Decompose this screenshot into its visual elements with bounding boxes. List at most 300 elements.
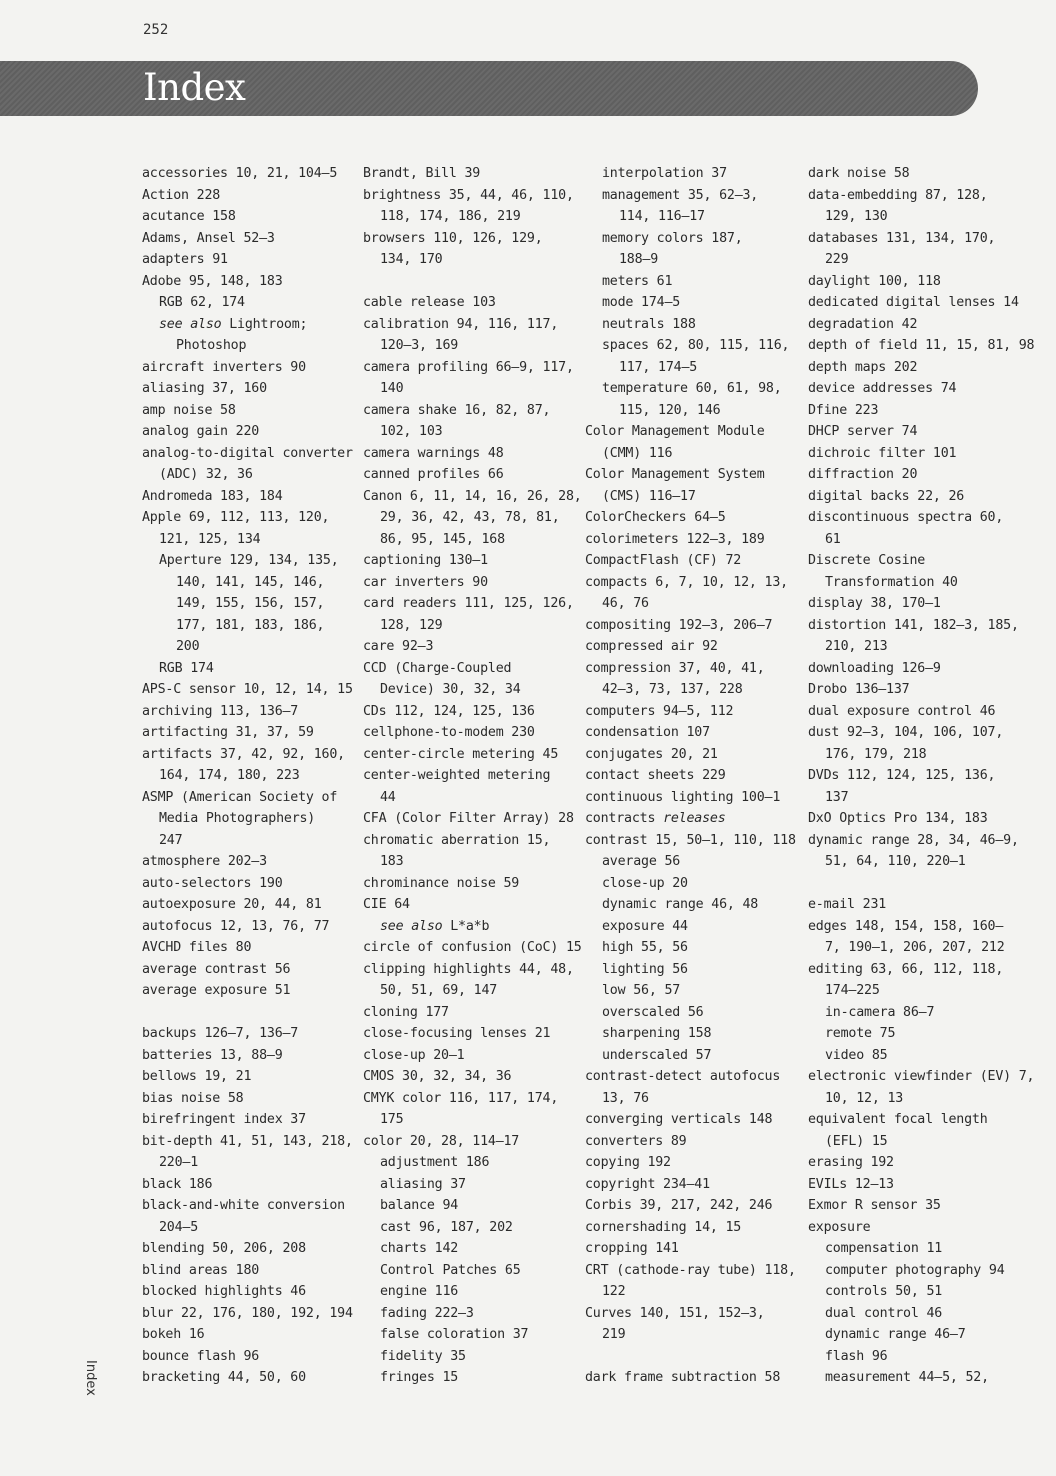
index-subentry	[363, 335, 582, 357]
index-entry-text: CIE 64	[363, 897, 410, 912]
index-entry-text: analog-to-digital converter	[142, 445, 353, 461]
index-entry-text: card readers 111, 125, 126,	[363, 596, 574, 611]
index-entry-text: in-camera 86–7	[825, 1004, 935, 1020]
index-entry	[808, 335, 1034, 357]
index-entry-text: atmosphere 202–3	[142, 854, 267, 869]
index-subentry	[363, 1109, 582, 1131]
index-subentry	[808, 1260, 1034, 1282]
index-subentry	[808, 1367, 1034, 1389]
index-entry-text: black 186	[142, 1176, 213, 1192]
index-entry-text: underscaled 57	[602, 1047, 712, 1063]
index-subentry	[808, 1303, 1034, 1325]
index-entry-text: archiving 113, 136–7	[142, 703, 299, 719]
index-entry	[585, 1303, 796, 1325]
index-entry	[363, 486, 582, 508]
index-entry-text: 174–225	[825, 983, 880, 998]
index-entry-text: Lightroom;	[229, 316, 308, 332]
index-entry-text: erasing 192	[808, 1155, 894, 1170]
index-entry	[585, 636, 796, 658]
index-entry	[142, 744, 353, 766]
index-subentry	[808, 1088, 1034, 1110]
index-entry	[142, 1303, 353, 1325]
index-entry	[585, 1260, 796, 1282]
index-entry-text: captioning 130–1	[363, 553, 488, 568]
index-entry	[808, 1217, 1034, 1239]
index-entry-text: degradation 42	[808, 316, 918, 332]
index-entry-text: 117, 174–5	[619, 359, 698, 375]
index-subentry	[585, 593, 796, 615]
index-subentry	[585, 937, 796, 959]
index-subentry	[585, 314, 796, 336]
index-entry	[808, 1066, 1034, 1088]
index-entry-text: close-up 20	[602, 875, 688, 891]
index-entry-text: exposure	[808, 1219, 871, 1235]
index-entry-text: 114, 116–17	[619, 209, 705, 224]
index-entry-text: 10, 12, 13	[825, 1090, 904, 1106]
index-subentry	[585, 679, 796, 701]
index-gap	[808, 873, 1034, 895]
index-entry	[808, 722, 1034, 744]
index-entry-text: high 55, 56	[602, 940, 688, 955]
index-entry	[585, 1109, 796, 1131]
index-entry-text: aircraft inverters 90	[142, 359, 306, 375]
index-entry-text: dark frame subtraction 58	[585, 1370, 781, 1385]
index-entry-text: blur 22, 176, 180, 192, 194	[142, 1305, 353, 1321]
index-entry-text: downloading 126–9	[808, 660, 941, 676]
index-subentry	[808, 1023, 1034, 1045]
index-entry-text: Drobo 136–137	[808, 682, 910, 697]
index-gap	[363, 271, 582, 293]
index-entry	[363, 1023, 582, 1045]
index-entry	[808, 507, 1034, 529]
index-entry	[142, 1281, 353, 1303]
index-subentry	[585, 851, 796, 873]
index-subentry	[808, 249, 1034, 271]
index-entry-text: cable release 103	[363, 295, 496, 310]
index-entry-text: dedicated digital lenses 14	[808, 295, 1019, 310]
index-entry-text: bellows 19, 21	[142, 1069, 252, 1084]
index-entry	[808, 894, 1034, 916]
index-entry-text: Control Patches 65	[380, 1262, 521, 1278]
index-entry-text: converters 89	[585, 1133, 687, 1149]
index-entry-text: Adobe 95, 148, 183	[142, 273, 283, 289]
index-entry-text: device addresses 74	[808, 381, 957, 396]
index-entry	[142, 249, 353, 271]
index-entry	[142, 443, 353, 465]
index-entry	[808, 701, 1034, 723]
index-entry-text: compensation 11	[825, 1241, 943, 1256]
index-entry	[142, 722, 353, 744]
index-entry-text: center-circle metering 45	[363, 746, 559, 762]
index-subentry	[363, 421, 582, 443]
index-subentry	[142, 572, 353, 594]
index-entry-text: 102, 103	[380, 424, 443, 439]
index-entry	[142, 507, 353, 529]
index-entry-text: Corbis 39, 217, 242, 246	[585, 1198, 773, 1213]
index-entry-text: dust 92–3, 104, 106, 107,	[808, 725, 1004, 740]
index-entry-text: 188–9	[619, 252, 659, 267]
index-entry-text: depth of field 11, 15, 81, 98	[808, 338, 1035, 353]
index-subentry	[363, 1281, 582, 1303]
index-subentry	[363, 679, 582, 701]
index-entry-text: memory colors 187,	[602, 230, 743, 246]
index-entry	[142, 1324, 353, 1346]
index-subentry	[585, 1324, 796, 1346]
index-subentry	[585, 1045, 796, 1067]
index-entry-text: lighting 56	[602, 961, 688, 977]
index-entry-text: RGB 174	[159, 660, 214, 676]
index-entry-text: computer photography 94	[825, 1262, 1005, 1278]
index-subentry	[363, 1238, 582, 1260]
index-entry-text: CCD (Charge-Coupled	[363, 660, 512, 676]
index-subentry	[363, 1174, 582, 1196]
index-subentry	[808, 1238, 1034, 1260]
index-entry-text: temperature 60, 61, 98,	[602, 381, 782, 396]
index-entry-text: bracketing 44, 50, 60	[142, 1370, 306, 1385]
index-entry	[142, 916, 353, 938]
index-entry	[808, 830, 1034, 852]
index-entry-text: color 20, 28, 114–17	[363, 1133, 520, 1149]
index-entry-text: databases 131, 134, 170,	[808, 230, 996, 246]
index-entry-text: computers 94–5, 112	[585, 703, 734, 719]
index-entry	[142, 486, 353, 508]
index-entry-text: releases	[663, 811, 726, 826]
index-subentry	[142, 765, 353, 787]
index-entry	[363, 292, 582, 314]
index-entry-text: video 85	[825, 1047, 888, 1063]
index-entry-text: adapters 91	[142, 252, 228, 267]
index-entry-text: 219	[602, 1327, 626, 1342]
index-subentry	[142, 808, 353, 830]
index-entry	[142, 937, 353, 959]
index-entry-text: Andromeda 183, 184	[142, 488, 283, 504]
index-entry-text: brightness 35, 44, 46, 110,	[363, 187, 574, 203]
index-entry	[363, 937, 582, 959]
index-subentry	[808, 1002, 1034, 1024]
index-cross-reference-prefix: see also	[380, 918, 451, 934]
index-subentry	[585, 292, 796, 314]
index-entry	[363, 658, 582, 680]
index-entry-text: care 92–3	[363, 639, 434, 654]
index-entry-text: 29, 36, 42, 43, 78, 81,	[380, 510, 560, 525]
index-entry-text: ColorCheckers 64–5	[585, 510, 726, 525]
index-entry-text: (EFL) 15	[825, 1133, 888, 1149]
index-entry	[585, 1195, 796, 1217]
index-entry-text: 229	[825, 252, 849, 267]
index-entry	[142, 228, 353, 250]
index-entry-text: fading 222–3	[380, 1305, 474, 1321]
index-subentry	[142, 335, 353, 357]
index-entry-text: sharpening 158	[602, 1026, 712, 1041]
index-entry-text: Adams, Ansel 52–3	[142, 230, 275, 246]
index-entry-text: AVCHD files 80	[142, 940, 252, 955]
index-subentry	[585, 980, 796, 1002]
index-entry-text: colorimeters 122–3, 189	[585, 531, 765, 547]
index-entry-text: converging verticals 148	[585, 1112, 773, 1127]
index-entry	[363, 808, 582, 830]
index-entry	[808, 314, 1034, 336]
index-entry-text: accessories 10, 21, 104–5	[142, 166, 338, 181]
index-entry	[142, 1131, 353, 1153]
index-subentry	[363, 206, 582, 228]
index-entry	[808, 228, 1034, 250]
index-entry	[808, 271, 1034, 293]
index-entry-text: average contrast 56	[142, 961, 291, 977]
index-entry	[142, 787, 353, 809]
index-entry-text: clipping highlights 44, 48,	[363, 961, 574, 977]
index-entry-text: artifacting 31, 37, 59	[142, 725, 314, 740]
index-entry	[142, 357, 353, 379]
index-subentry	[808, 787, 1034, 809]
index-entry	[363, 1066, 582, 1088]
index-entry-text: camera shake 16, 82, 87,	[363, 402, 551, 418]
index-entry	[585, 1131, 796, 1153]
index-entry-text: Apple 69, 112, 113, 120,	[142, 510, 330, 525]
index-subentry	[142, 464, 353, 486]
index-entry	[363, 163, 582, 185]
index-entry-text: (CMS) 116–17	[602, 488, 696, 504]
index-entry-text: autofocus 12, 13, 76, 77	[142, 918, 330, 934]
index-entry	[363, 744, 582, 766]
index-entry	[363, 701, 582, 723]
index-entry	[142, 679, 353, 701]
index-entry-text: measurement 44–5, 52,	[825, 1370, 989, 1385]
index-entry-text: dual control 46	[825, 1305, 943, 1321]
index-entry	[142, 1066, 353, 1088]
index-entry	[808, 292, 1034, 314]
index-entry-text: 137	[825, 789, 849, 805]
index-entry-text: Brandt, Bill 39	[363, 166, 481, 181]
index-entry-text: edges 148, 154, 158, 160–	[808, 918, 1004, 934]
index-entry-text: 46, 76	[602, 596, 649, 611]
index-entry-text: blocked highlights 46	[142, 1284, 306, 1299]
index-subentry	[808, 529, 1034, 551]
index-subentry	[363, 1367, 582, 1389]
index-entry	[585, 507, 796, 529]
index-entry-text: Media Photographers)	[159, 811, 316, 826]
index-entry-text: distortion 141, 182–3, 185,	[808, 617, 1019, 633]
index-cross-reference-prefix: see also	[159, 316, 230, 332]
index-entry	[142, 378, 353, 400]
index-entry	[808, 1152, 1034, 1174]
index-subentry	[363, 787, 582, 809]
index-entry-text: ASMP (American Society of	[142, 789, 338, 805]
index-entry	[808, 443, 1034, 465]
index-subentry	[585, 378, 796, 400]
index-subentry	[142, 314, 353, 336]
index-entry	[142, 400, 353, 422]
index-subentry	[142, 615, 353, 637]
index-entry	[363, 1045, 582, 1067]
index-entry-text: diffraction 20	[808, 467, 918, 482]
index-entry-text: CompactFlash (CF) 72	[585, 553, 742, 568]
index-subentry	[363, 378, 582, 400]
index-entry-text: 220–1	[159, 1155, 199, 1170]
index-entry-text: discontinuous spectra 60,	[808, 510, 1004, 525]
index-entry	[808, 615, 1034, 637]
index-subentry	[585, 486, 796, 508]
index-entry-text: conjugates 20, 21	[585, 746, 718, 762]
index-entry-text: camera profiling 66–9, 117,	[363, 359, 574, 375]
index-entry	[363, 464, 582, 486]
index-entry	[585, 615, 796, 637]
index-entry-text: CFA (Color Filter Array) 28	[363, 811, 574, 826]
index-entry-text: 134, 170	[380, 252, 443, 267]
index-entry-text: cast 96, 187, 202	[380, 1219, 513, 1235]
index-entry-text: CDs 112, 124, 125, 136	[363, 703, 535, 719]
index-subentry	[808, 980, 1034, 1002]
index-entry-text: browsers 110, 126, 129,	[363, 230, 543, 246]
index-entry-text: compressed air 92	[585, 639, 718, 654]
index-subentry	[363, 1324, 582, 1346]
index-entry	[363, 873, 582, 895]
index-entry-text: DVDs 112, 124, 125, 136,	[808, 768, 996, 783]
index-subentry	[363, 1260, 582, 1282]
index-entry-text: backups 126–7, 136–7	[142, 1026, 299, 1041]
index-entry	[585, 1152, 796, 1174]
index-subentry	[808, 636, 1034, 658]
index-entry	[808, 421, 1034, 443]
index-entry-text: bias noise 58	[142, 1090, 244, 1106]
index-entry-text: electronic viewfinder (EV) 7,	[808, 1069, 1035, 1084]
index-entry-text: bit-depth 41, 51, 143, 218,	[142, 1133, 353, 1149]
index-subentry	[142, 1217, 353, 1239]
index-entry	[142, 1045, 353, 1067]
index-entry-text: contrast-detect autofocus	[585, 1069, 781, 1084]
index-entry-text: editing 63, 66, 112, 118,	[808, 961, 1004, 977]
index-subentry	[363, 507, 582, 529]
index-subentry	[585, 271, 796, 293]
index-entry-text: meters 61	[602, 273, 673, 289]
index-entry-text: Device) 30, 32, 34	[380, 682, 521, 697]
index-entry-text: aliasing 37, 160	[142, 381, 267, 396]
index-entry	[808, 1109, 1034, 1131]
index-subentry	[585, 400, 796, 422]
index-entry	[363, 1131, 582, 1153]
index-entry-text: 204–5	[159, 1219, 199, 1235]
index-entry-text: dichroic filter 101	[808, 445, 957, 461]
index-entry-text: 149, 155, 156, 157,	[176, 596, 325, 611]
index-entry	[363, 894, 582, 916]
index-subentry	[363, 1346, 582, 1368]
index-entry-text: acutance 158	[142, 209, 236, 224]
index-entry	[808, 464, 1034, 486]
index-subentry	[142, 636, 353, 658]
index-subentry	[363, 615, 582, 637]
index-entry	[808, 679, 1034, 701]
index-entry	[585, 722, 796, 744]
index-entry	[363, 722, 582, 744]
index-entry-text: L*a*b	[450, 918, 490, 934]
index-entry	[808, 916, 1034, 938]
index-entry	[142, 185, 353, 207]
index-entry-text: Dfine 223	[808, 402, 879, 418]
index-entry-text: black-and-white conversion	[142, 1198, 345, 1213]
index-entry	[142, 1260, 353, 1282]
index-subentry	[585, 916, 796, 938]
index-entry-text: equivalent focal length	[808, 1112, 988, 1127]
index-entry	[808, 593, 1034, 615]
index-entry	[585, 1066, 796, 1088]
index-entry-text: 128, 129	[380, 617, 443, 633]
index-entry-text: close-focusing lenses 21	[363, 1026, 551, 1041]
index-subentry	[585, 357, 796, 379]
index-entry-text: depth maps 202	[808, 359, 918, 375]
index-entry-text: digital backs 22, 26	[808, 488, 965, 504]
index-entry-text: Exmor R sensor 35	[808, 1198, 941, 1213]
index-subentry	[585, 185, 796, 207]
index-entry	[808, 1195, 1034, 1217]
index-entry	[585, 1238, 796, 1260]
index-entry	[808, 658, 1034, 680]
page-title: Index	[143, 66, 246, 109]
index-entry-text: data-embedding 87, 128,	[808, 187, 988, 203]
index-entry-text: Discrete Cosine	[808, 553, 926, 568]
index-entry-text: chromatic aberration 15,	[363, 832, 551, 848]
index-entry	[363, 1088, 582, 1110]
index-entry-text: 176, 179, 218	[825, 746, 927, 762]
index-entry	[363, 765, 582, 787]
index-entry-text: close-up 20–1	[363, 1047, 465, 1063]
index-entry-text: amp noise 58	[142, 402, 236, 418]
index-entry-text: CMOS 30, 32, 34, 36	[363, 1069, 512, 1084]
index-entry	[585, 550, 796, 572]
index-entry-text: circle of confusion (CoC) 15	[363, 940, 582, 955]
index-entry-text: 51, 64, 110, 220–1	[825, 854, 966, 869]
index-entry-text: 200	[176, 639, 200, 654]
index-entry-text: management 35, 62–3,	[602, 187, 759, 203]
index-subentry	[585, 1088, 796, 1110]
index-entry-text: compression 37, 40, 41,	[585, 660, 765, 676]
index-column-2	[363, 163, 582, 1389]
index-entry	[142, 1088, 353, 1110]
index-entry-text: dynamic range 46, 48	[602, 897, 759, 912]
index-entry	[142, 701, 353, 723]
index-entry	[142, 1238, 353, 1260]
index-entry	[142, 271, 353, 293]
index-entry-text: daylight 100, 118	[808, 273, 941, 289]
index-entry-text: 175	[380, 1112, 404, 1127]
index-entry-text: 247	[159, 832, 183, 848]
index-column-4	[808, 163, 1034, 1389]
index-entry	[808, 808, 1034, 830]
index-entry-text: copying 192	[585, 1155, 671, 1170]
index-entry-text: condensation 107	[585, 725, 710, 740]
index-entry-text: exposure 44	[602, 918, 688, 934]
index-entry-text: dynamic range 28, 34, 46–9,	[808, 832, 1019, 848]
index-entry-text: blind areas 180	[142, 1262, 260, 1278]
index-entry	[363, 357, 582, 379]
index-subentry	[363, 980, 582, 1002]
index-subentry	[808, 1131, 1034, 1153]
index-entry	[585, 1217, 796, 1239]
index-entry-text: false coloration 37	[380, 1327, 529, 1342]
index-subentry	[585, 894, 796, 916]
index-entry	[808, 550, 1034, 572]
index-subentry	[808, 1324, 1034, 1346]
index-entry	[585, 701, 796, 723]
page-number: 252	[143, 22, 169, 38]
index-entry-text: Transformation 40	[825, 574, 958, 590]
index-entry-text: Curves 140, 151, 152–3,	[585, 1305, 765, 1321]
index-entry-text: canned profiles 66	[363, 467, 504, 482]
index-entry-text: batteries 13, 88–9	[142, 1047, 283, 1063]
index-subentry	[363, 249, 582, 271]
index-entry-text: fidelity 35	[380, 1348, 466, 1364]
index-entry-text: Color Management System	[585, 467, 765, 482]
index-entry-text: 61	[825, 531, 841, 547]
index-subentry	[142, 550, 353, 572]
